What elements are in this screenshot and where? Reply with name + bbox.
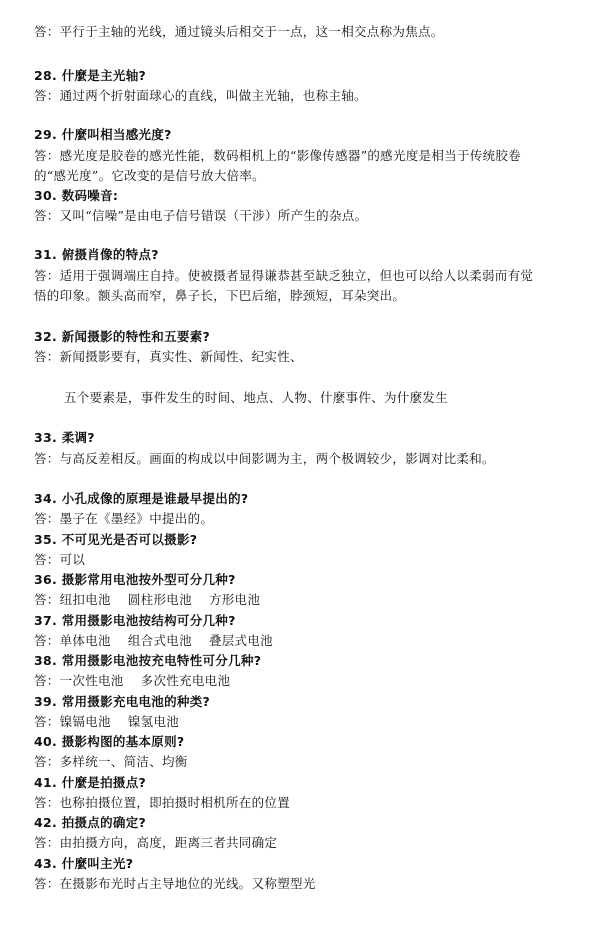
answer-line: 答：在摄影布光时占主导地位的光线。又称塑型光 [34, 876, 316, 891]
answer-line: 答：感光度是胶卷的感光性能，数码相机上的“影像传感器”的感光度是相当于传统胶卷 [34, 148, 521, 163]
question-heading: 42. 拍摄点的确定? [34, 815, 147, 830]
answer-line: 答：适用于强调端庄自持。使被摄者显得谦恭甚至缺乏独立，但也可以给人以柔弱而有觉 [34, 268, 534, 283]
answer-line: 悟的印象。额头高而窄，鼻子长，下巴后缩，脖颈短，耳朵突出。 [34, 288, 406, 303]
answer-line: 答：由拍摄方向，高度，距离三者共同确定 [34, 835, 278, 850]
question-heading: 33. 柔调? [34, 430, 95, 445]
answer-line: 答：镍镉电池 镍氢电池 [34, 714, 180, 729]
answer-line: 答：一次性电池 多次性充电电池 [34, 673, 231, 688]
question-heading: 31. 俯摄肖像的特点? [34, 247, 159, 262]
question-heading: 40. 摄影构图的基本原则? [34, 734, 185, 749]
answer-line: 的“感光度”。它改变的是信号放大倍率。 [34, 168, 265, 183]
question-heading: 29. 什麼叫相当感光度? [34, 127, 172, 142]
answer-line: 答：也称拍摄位置，即拍摄时相机所在的位置 [34, 795, 291, 810]
question-heading: 35. 不可见光是否可以摄影? [34, 532, 198, 547]
answer-line: 答：墨子在《墨经》中提出的。 [34, 511, 214, 526]
question-heading: 41. 什麼是拍摄点? [34, 775, 147, 790]
question-heading: 37. 常用摄影电池按结构可分几种? [34, 613, 236, 628]
answer-line: 答：多样统一、简洁、均衡 [34, 754, 188, 769]
question-heading: 38. 常用摄影电池按充电特性可分几种? [34, 653, 262, 668]
question-heading: 32. 新闻摄影的特性和五要素? [34, 329, 211, 344]
answer-line: 五个要素是，事件发生的时间、地点、人物、什麼事件、为什麼发生 [64, 390, 449, 405]
question-heading: 36. 摄影常用电池按外型可分几种? [34, 572, 236, 587]
answer-line: 答：通过两个折射面球心的直线，叫做主光轴，也称主轴。 [34, 88, 367, 103]
answer-line: 答：纽扣电池 圆柱形电池 方形电池 [34, 592, 261, 607]
question-heading: 39. 常用摄影充电电池的种类? [34, 694, 211, 709]
answer-line: 答：又叫“信噪”是由电子信号错误（干涉）所产生的杂点。 [34, 208, 368, 223]
question-heading: 30. 数码噪音: [34, 188, 119, 203]
answer-line: 答：单体电池 组合式电池 叠层式电池 [34, 633, 273, 648]
question-heading: 34. 小孔成像的原理是谁最早提出的? [34, 491, 249, 506]
question-heading: 43. 什麼叫主光? [34, 856, 134, 871]
answer-line: 答：与高反差相反。画面的构成以中间影调为主，两个极调较少，影调对比柔和。 [34, 451, 495, 466]
answer-line: 答：可以 [34, 552, 86, 567]
question-heading: 28. 什麼是主光轴? [34, 68, 147, 83]
answer-line: 答：平行于主轴的光线，通过镜头后相交于一点，这一相交点称为焦点。 [34, 24, 444, 39]
answer-line: 答：新闻摄影要有，真实性、新闻性、纪实性、 [34, 349, 303, 364]
